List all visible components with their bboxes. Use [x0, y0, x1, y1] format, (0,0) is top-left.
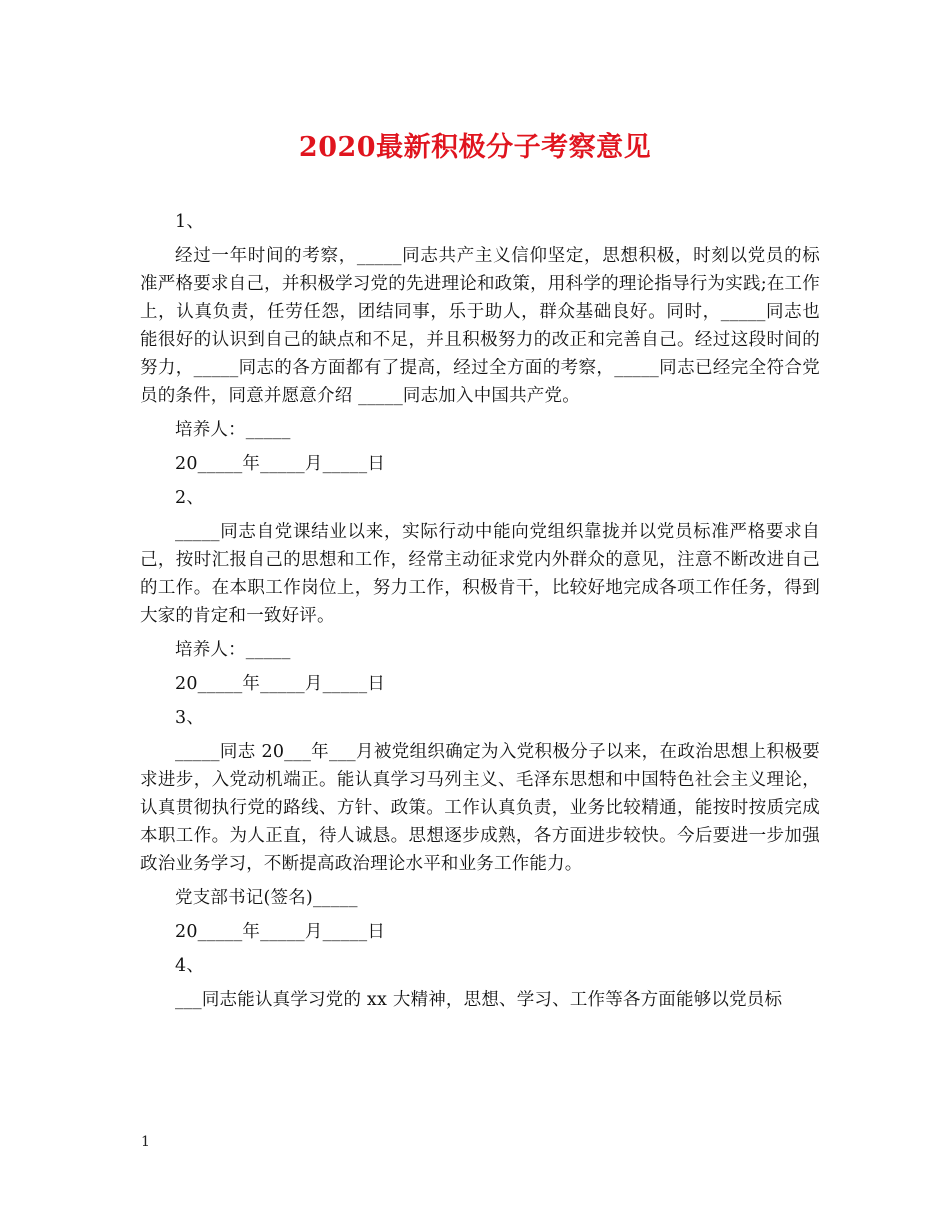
section-signer-2: 培养人：_____ — [175, 640, 291, 660]
section-paragraph-3: _____同志 20___年___月被党组织确定为入党积极分子以来，在政治思想上积极要求进步，入党动机端正。能认真学习马列主义、毛泽东思想和中国特色社会主义理论，认真贯彻执行党的路线、方针、政策。工作认真负责，业务比较精通，能按时按质完成本职工作。为人正直，待人诚恳。思想逐步成熟，各方面进步较快。今后要进一步加强政治业务学习，不断提高政治理论水平和业务工作能力。 — [140, 742, 820, 874]
section-number-2: 2、 — [175, 488, 205, 508]
section-number-1: 1、 — [175, 212, 205, 232]
section-number-4: 4、 — [175, 956, 205, 976]
section-signer-1: 培养人：_____ — [175, 420, 291, 440]
section-date-2: 20_____年_____月_____日 — [175, 674, 386, 694]
document-body — [140, 208, 820, 1014]
page-number: 1 — [141, 1134, 150, 1150]
section-paragraph-2: _____同志自党课结业以来，实际行动中能向党组织靠拢并以党员标准严格要求自己，按时汇报自己的思想和工作，经常主动征求党内外群众的意见，注意不断改进自己的工作。在本职工作岗位上，努力工作，积极肯干，比较好地完成各项工作任务，得到大家的肯定和一致好评。 — [140, 522, 820, 626]
document-title: 2020最新积极分子考察意见 — [298, 132, 652, 163]
section-date-3: 20_____年_____月_____日 — [175, 922, 386, 942]
section-number-3: 3、 — [175, 708, 205, 728]
section-date-1: 20_____年_____月_____日 — [175, 454, 386, 474]
section-paragraph-4: ___同志能认真学习党的 xx 大精神，思想、学习、工作等各方面能够以党员标 — [175, 990, 783, 1010]
section-signer-3: 党支部书记(签名)_____ — [175, 888, 358, 908]
section-paragraph-1: 经过一年时间的考察，_____同志共产主义信仰坚定，思想积极，时刻以党员的标准严格要求自己，并积极学习党的先进理论和政策，用科学的理论指导行为实践;在工作上，认真负责，任劳任怨，团结同事，乐于助人，群众基础良好。同时，_____同志也能很好的认识到自己的缺点和不足，并且积极努力的改正和完善自己。经过这段时间的努力，_____同志的各方面都有了提高，经过全方面的考察，_____同志已经完全符合党员的条件，同意并愿意介绍 _____同志加入中国共产党。 — [140, 246, 820, 406]
